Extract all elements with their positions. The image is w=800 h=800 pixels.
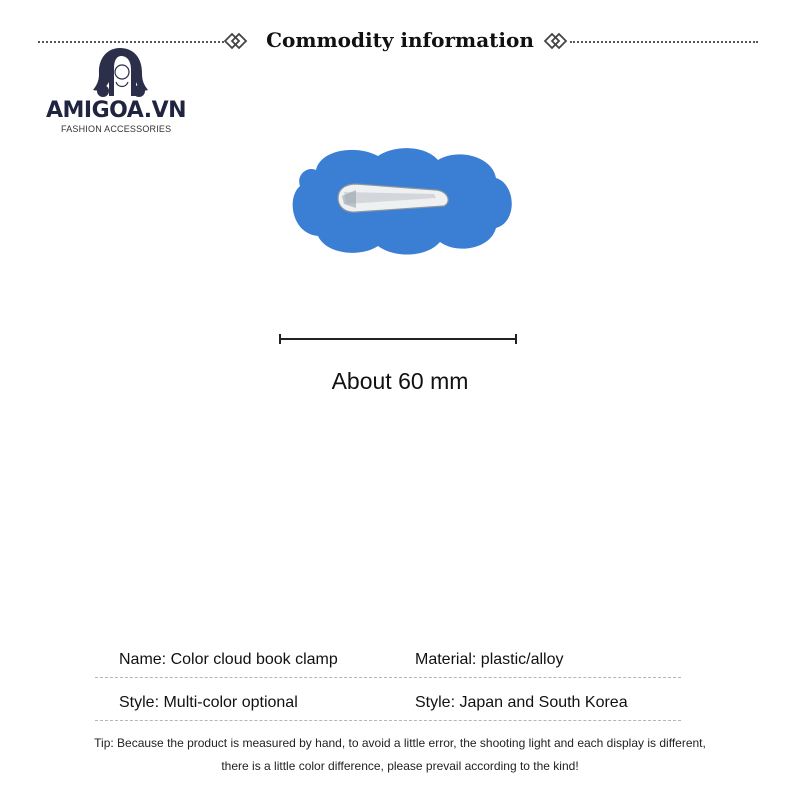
tip-line-1: Tip: Because the product is measured by hand, to avoid a little error, the shooting light and each display is different, bbox=[94, 736, 706, 750]
tip-line-2: there is a little color difference, please prevail according to the kind! bbox=[221, 759, 579, 773]
spec-material: Material: plastic/alloy bbox=[415, 651, 564, 668]
spec-origin: Style: Japan and South Korea bbox=[415, 694, 628, 711]
spec-name: Name: Color cloud book clamp bbox=[119, 651, 338, 668]
row-divider bbox=[95, 720, 681, 721]
row-divider bbox=[95, 677, 681, 678]
brand-logo bbox=[46, 46, 196, 138]
diamond-ornament-icon bbox=[224, 31, 248, 51]
diamond-ornament-icon bbox=[543, 31, 567, 51]
header-divider-left bbox=[38, 41, 224, 43]
section-title: Commodity information bbox=[266, 28, 534, 52]
size-label: About 60 mm bbox=[331, 368, 469, 394]
cloud-hair-clip-image bbox=[286, 142, 516, 258]
brand-tagline: FASHION ACCESSORIES bbox=[61, 124, 172, 134]
brand-name: AMIGOA.VN bbox=[46, 98, 187, 123]
spec-style: Style: Multi-color optional bbox=[119, 694, 298, 711]
measurement-bar bbox=[279, 332, 517, 346]
woman-silhouette-icon bbox=[90, 46, 150, 100]
header-divider-right bbox=[570, 41, 758, 43]
